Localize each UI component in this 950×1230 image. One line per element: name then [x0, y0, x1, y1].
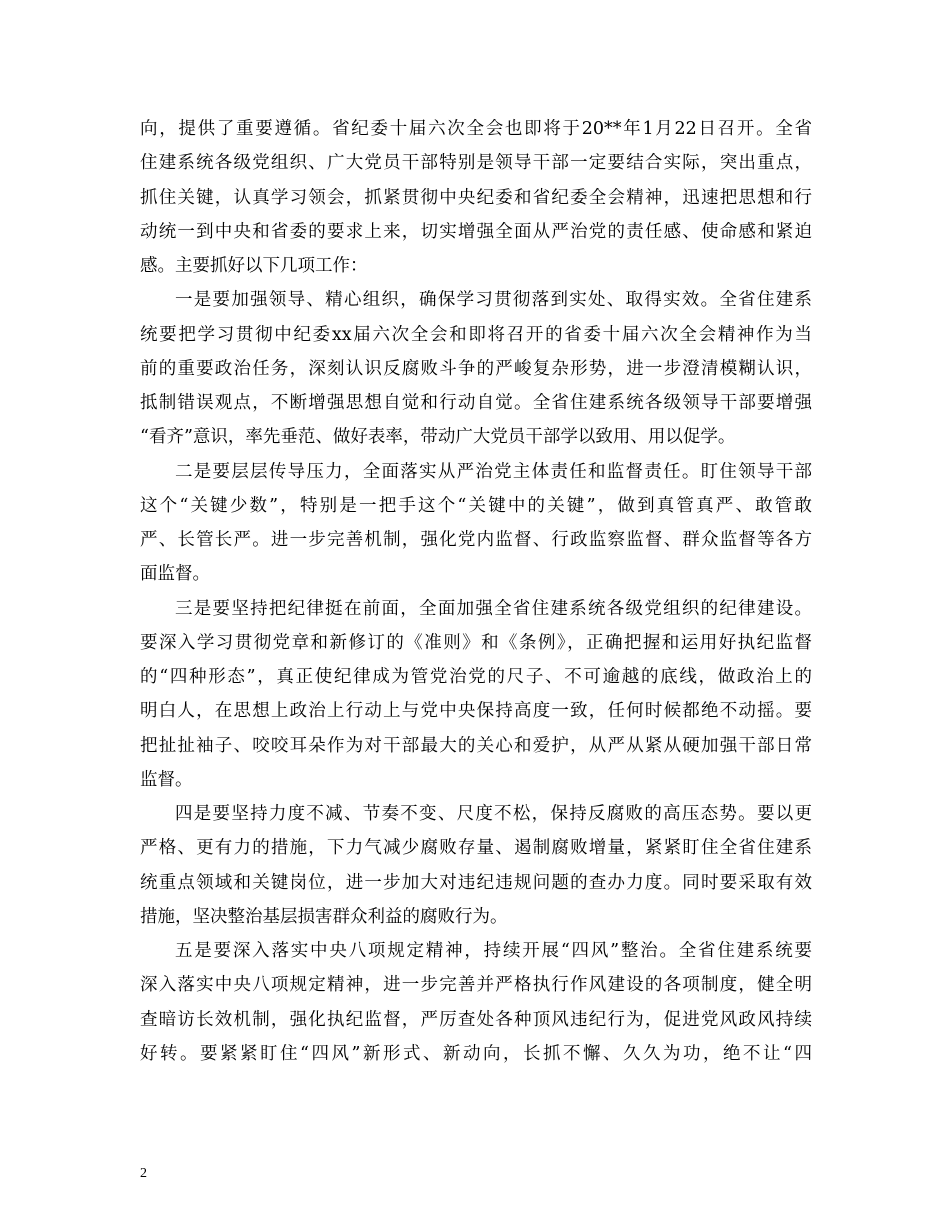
text-line: 查暗访长效机制，强化执纪监督，严厉查处各种顶风违纪行为，促进党风政风持续: [140, 1009, 812, 1030]
text-line: 前的重要政治任务，深刻认识反腐败斗争的严峻复杂形势，进一步澄清模糊认识，: [140, 358, 812, 379]
paragraph-first-line: 四是要坚持力度不减、节奏不变、尺度不松，保持反腐败的高压态势。要以更: [175, 804, 812, 824]
text-line: 抓住关键，认真学习领会，抓紧贯彻中央纪委和省纪委全会精神，迅速把思想和行: [140, 187, 812, 208]
paragraph-first-line: 二是要层层传导压力，全面落实从严治党主体责任和监督责任。盯住领导干部: [175, 461, 812, 482]
paragraph-first-line: 一是要加强领导、精心组织，确保学习贯彻落到实处、取得实效。全省住建系: [175, 290, 812, 311]
text-line: 要深入学习贯彻党章和新修订的《准则》和《条例》，正确把握和运用好执纪监督: [140, 632, 812, 653]
text-line: “看齐”意识，率先垂范、做好表率，带动广大党员干部学以致用、用以促学。: [140, 427, 736, 448]
text-line: 向，提供了重要遵循。省纪委十届六次全会也即将于20**年1月22日召开。全省: [140, 119, 812, 139]
text-line: 深入落实中央八项规定精神，进一步完善并严格执行作风建设的各项制度，健全明: [140, 975, 812, 996]
text-line: 明白人，在思想上政治上行动上与党中央保持高度一致，任何时候都绝不动摇。要: [140, 701, 812, 722]
text-line: 好转。要紧紧盯住“四风”新形式、新动向，长抓不懈、久久为功，绝不让“四: [140, 1043, 812, 1064]
paragraph-first-line: 五是要深入落实中央八项规定精神，持续开展“四风”整治。全省住建系统要: [175, 941, 812, 961]
document-body: [140, 112, 812, 1071]
text-line: 统重点领域和关键岗位，进一步加大对违纪违规问题的查办力度。同时要采取有效: [140, 872, 812, 893]
text-line: 统要把学习贯彻中纪委xx届六次全会和即将召开的省委十届六次全会精神作为当: [140, 324, 812, 345]
text-line: 严格、更有力的措施，下力气减少腐败存量、遏制腐败增量，紧紧盯住全省住建系: [140, 838, 812, 859]
text-line: 的“四种形态”，真正使纪律成为管党治党的尺子、不可逾越的底线，做政治上的: [140, 667, 812, 687]
text-line: 监督。: [140, 769, 193, 790]
text-line: 严、长管长严。进一步完善机制，强化党内监督、行政监察监督、群众监督等各方: [140, 530, 812, 550]
paragraph-first-line: 三是要坚持把纪律挺在前面，全面加强全省住建系统各级党组织的纪律建设。: [175, 598, 812, 619]
page-number: 2: [140, 1166, 147, 1181]
text-line: 抵制错误观点，不断增强思想自觉和行动自觉。全省住建系统各级领导干部要增强: [140, 393, 812, 413]
text-line: 动统一到中央和省委的要求上来，切实增强全面从严治党的责任感、使命感和紧迫: [140, 221, 812, 242]
text-line: 面监督。: [140, 564, 210, 585]
text-line: 感。主要抓好以下几项工作：: [140, 256, 368, 276]
text-line: 住建系统各级党组织、广大党员干部特别是领导干部一定要结合实际，突出重点，: [140, 153, 812, 174]
text-line: 这个“关键少数”，特别是一把手这个“关键中的关键”，做到真管真严、敢管敢: [140, 495, 812, 516]
text-line: 措施，坚决整治基层损害群众利益的腐败行为。: [140, 906, 508, 927]
text-line: 把扯扯袖子、咬咬耳朵作为对干部最大的关心和爱护，从严从紧从硬加强干部日常: [140, 735, 812, 756]
